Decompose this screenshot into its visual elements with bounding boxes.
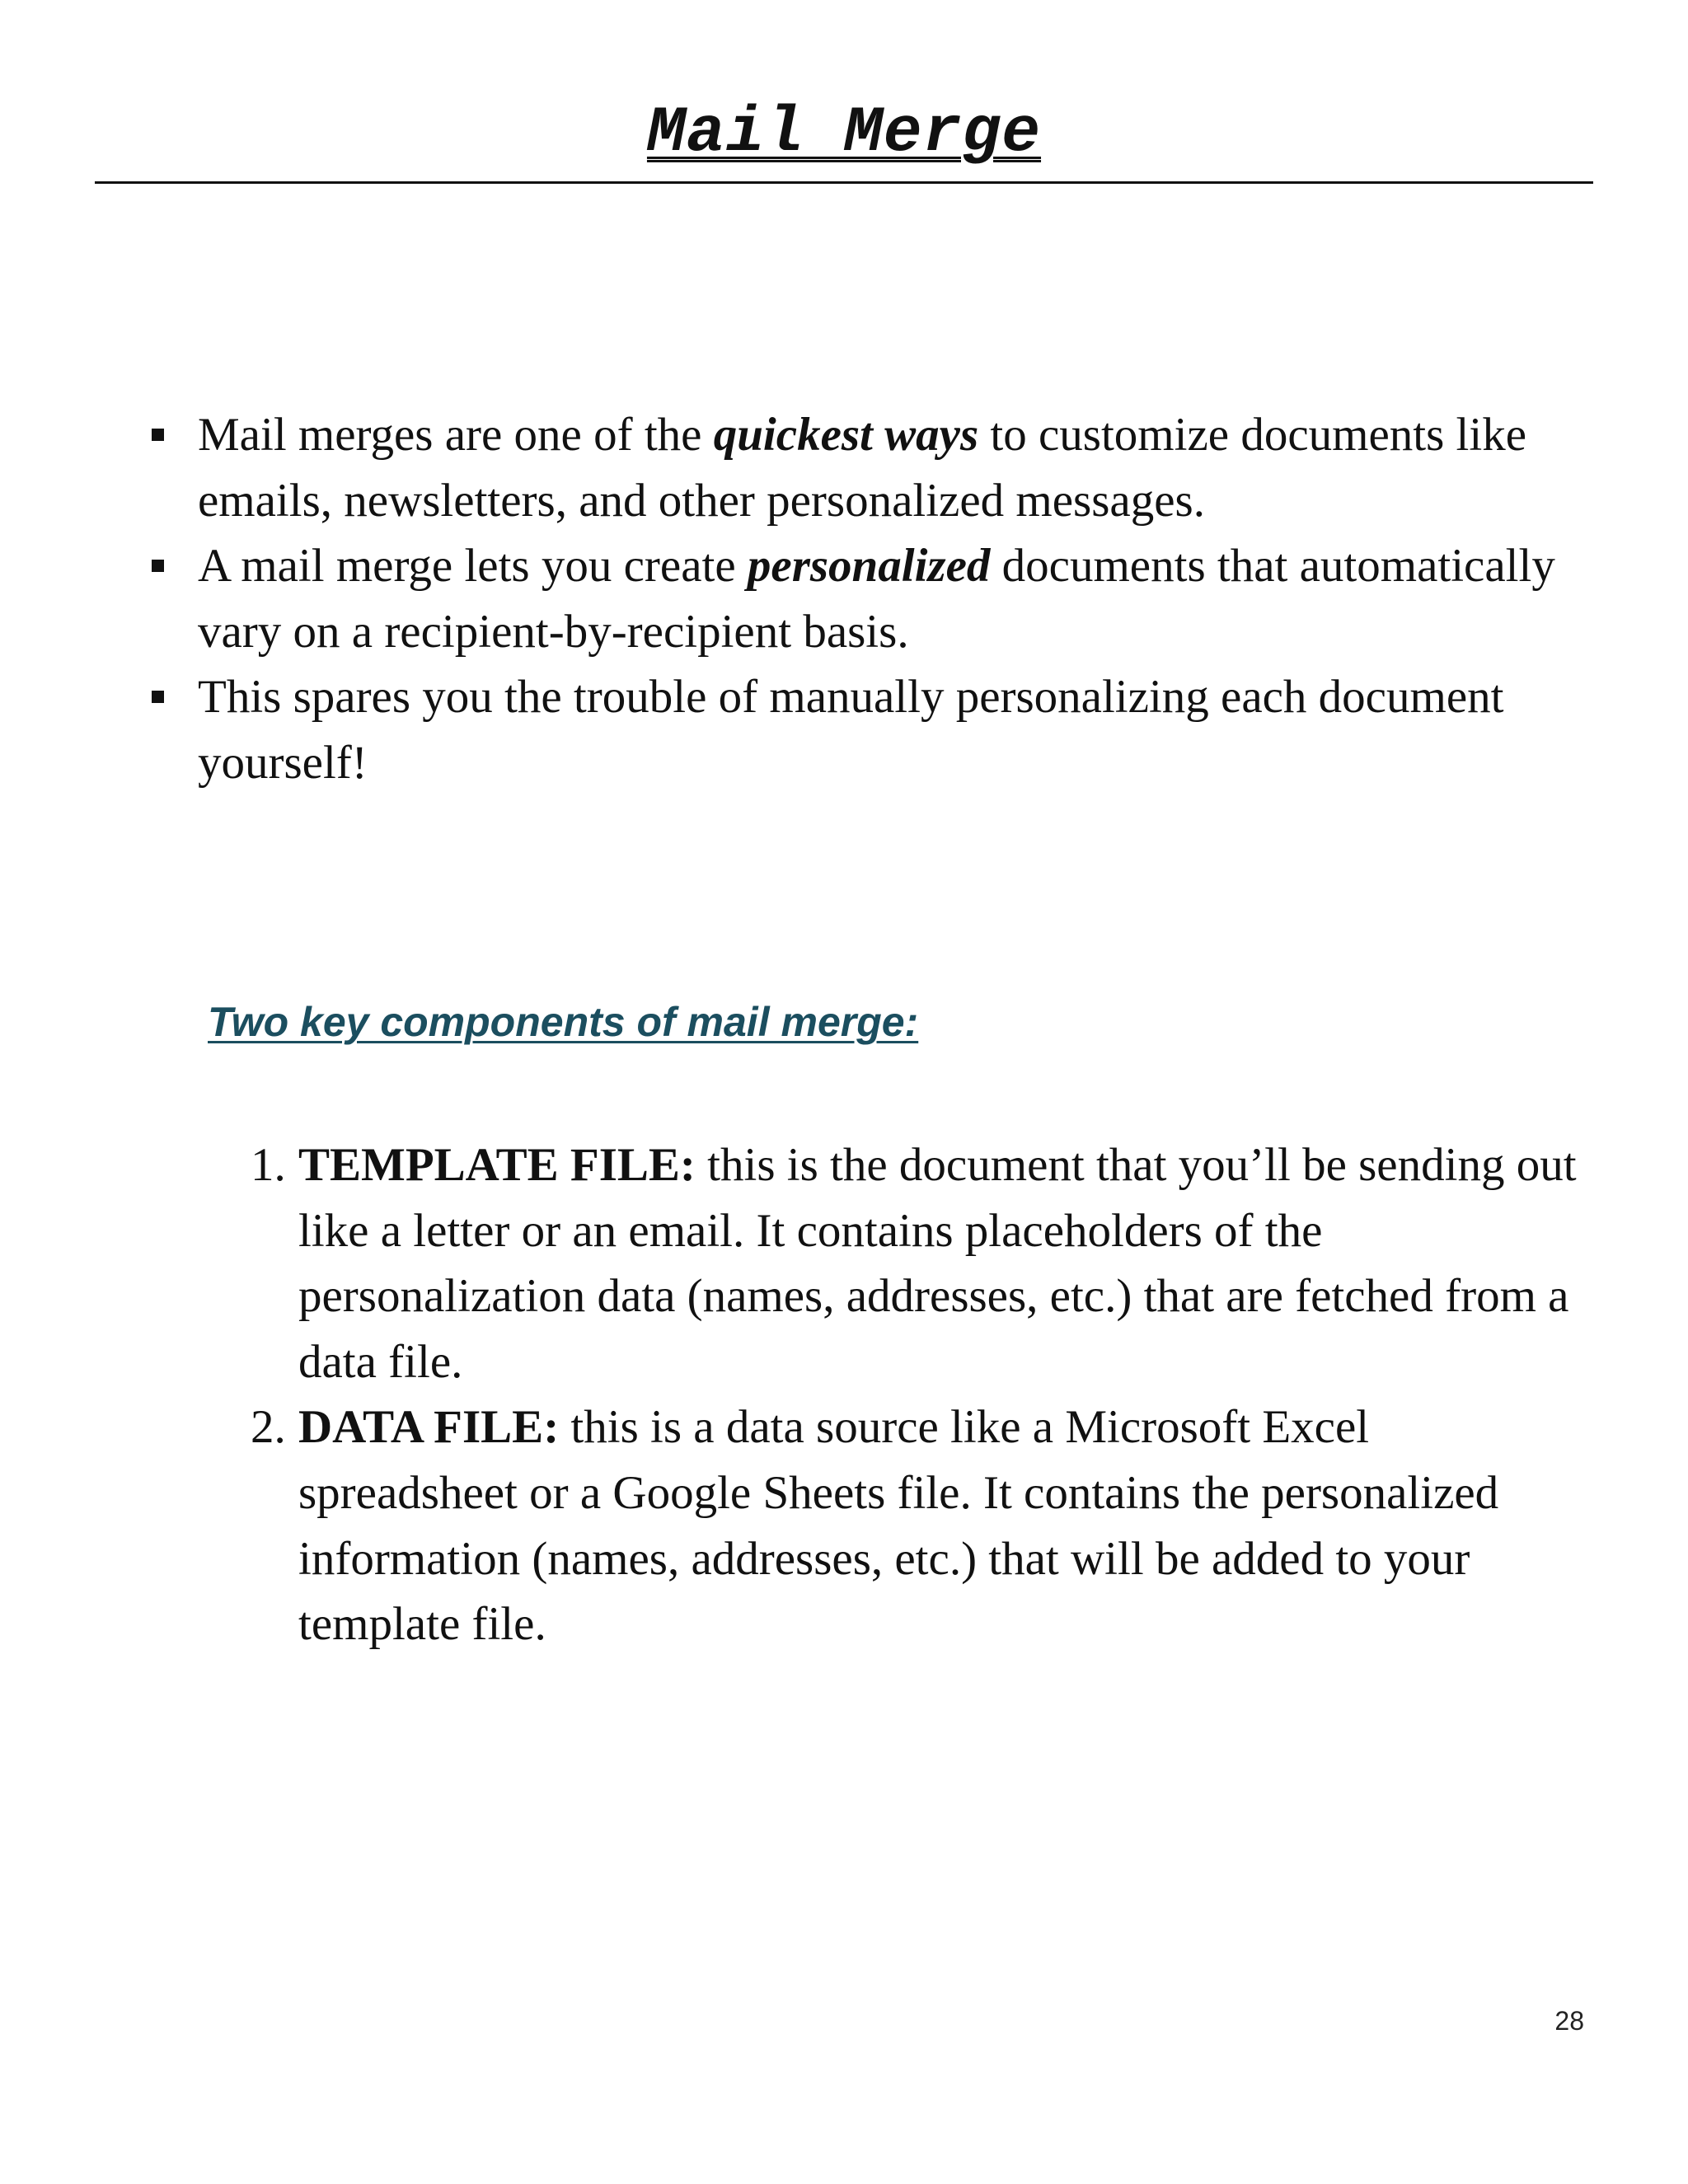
square-bullet-icon	[152, 429, 164, 441]
intro-bullet-list	[198, 402, 1615, 796]
component-description: this is the document that you’ll be sending out like a letter or an email. It contains placeholders of the personalization data (names, addresses, etc.) that are fetched from a data file.	[298, 1139, 1577, 1388]
components-list	[251, 1132, 1584, 1657]
square-bullet-icon	[152, 691, 164, 703]
bullet-item	[198, 402, 1615, 533]
bullet-text: to customize documents like emails, newsletters, and other personalized messages.	[198, 409, 1526, 527]
component-description: this is a data source like a Microsoft Excel spreadsheet or a Google Sheets file. It contains the personalized information (names, addresses, etc.) that will be added to your template file.	[298, 1401, 1499, 1651]
component-label: TEMPLATE FILE:	[298, 1139, 696, 1191]
bullet-text: Mail merges are one of the	[198, 409, 714, 461]
bullet-text: documents that automatically vary on a recipient-by-recipient basis.	[198, 540, 1555, 658]
item-number: 2.	[251, 1401, 286, 1454]
component-label: DATA FILE:	[298, 1401, 560, 1454]
page-title	[0, 92, 1688, 175]
bullet-text: A mail merge lets you create	[198, 540, 748, 593]
component-item	[251, 1132, 1584, 1394]
bullet-emphasis: personalized	[747, 540, 991, 593]
components-heading: Two key components of mail merge:	[208, 999, 919, 1045]
item-number: 1.	[251, 1139, 286, 1191]
component-item	[251, 1394, 1584, 1657]
bullet-item	[198, 533, 1615, 664]
page-title-text: Mail Merge	[646, 97, 1042, 170]
title-divider	[95, 181, 1593, 184]
bullet-text: This spares you the trouble of manually personalizing each document yourself!	[198, 671, 1504, 789]
bullet-emphasis: quickest ways	[713, 409, 979, 461]
square-bullet-icon	[152, 560, 164, 572]
page-number: 28	[1554, 2006, 1584, 2036]
bullet-item	[198, 664, 1615, 795]
